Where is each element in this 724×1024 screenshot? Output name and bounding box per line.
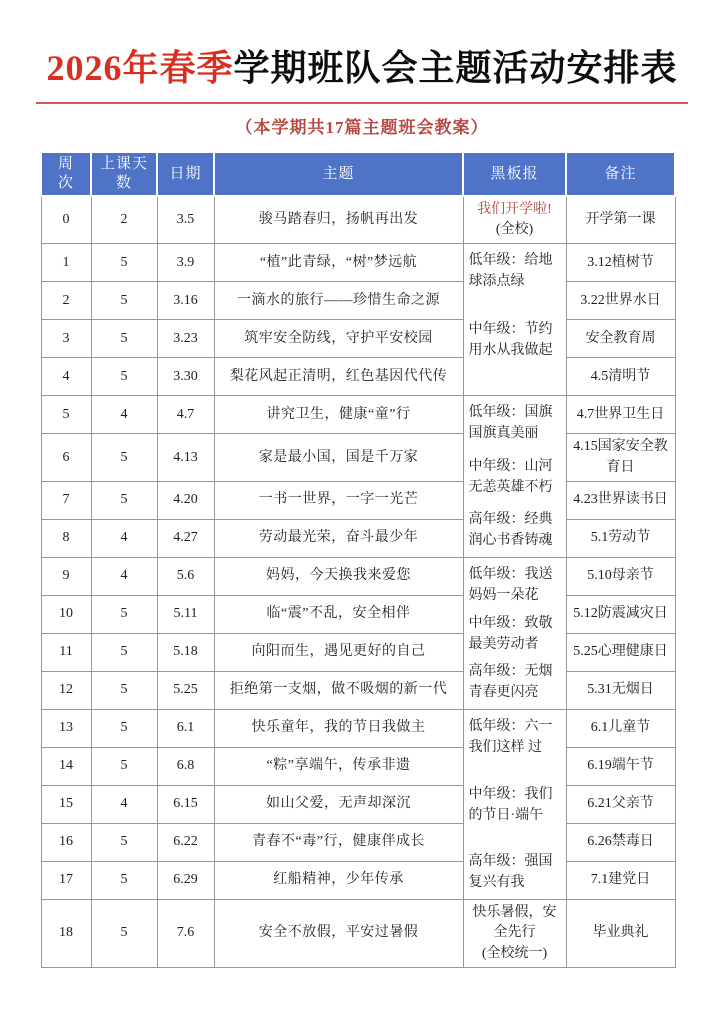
cell-date: 6.1 (157, 710, 214, 748)
cell-class-days: 5 (91, 434, 157, 482)
blackboard-item: 低年级：给地球添点绿 (468, 253, 553, 290)
cell-class-days: 5 (91, 358, 157, 396)
table-row (41, 596, 675, 634)
cell-date: 3.9 (157, 244, 214, 282)
cell-date: 5.18 (157, 634, 214, 672)
cell-theme: 讲究卫生，健康“童”行 (214, 396, 463, 434)
cell-date: 3.16 (157, 282, 214, 320)
cell-note: 6.19端午节 (566, 748, 675, 786)
table-row (41, 358, 675, 396)
cell-theme: “粽”享端午，传承非遗 (214, 748, 463, 786)
cell-blackboard-block (463, 244, 566, 396)
cell-class-days: 5 (91, 672, 157, 710)
cell-blackboard-block (463, 558, 566, 710)
cell-class-days: 5 (91, 824, 157, 862)
cell-week-number: 6 (41, 434, 91, 482)
cell-note: 5.25心理健康日 (566, 634, 675, 672)
cell-week-number: 7 (41, 482, 91, 520)
cell-note: 6.26禁毒日 (566, 824, 675, 862)
cell-blackboard-block (463, 710, 566, 900)
cell-note: 4.5清明节 (566, 358, 675, 396)
col-header-theme: 主题 (214, 152, 463, 196)
blackboard-item: 中年级：节约用水从我做起 (468, 321, 553, 358)
cell-date: 7.6 (157, 900, 214, 968)
blackboard-item: 高年级：强国复兴有我 (468, 854, 553, 891)
cell-note: 5.12防震减灾日 (566, 596, 675, 634)
cell-date: 3.30 (157, 358, 214, 396)
cell-class-days: 5 (91, 900, 157, 968)
table-row (41, 862, 675, 900)
blackboard-item: 高年级：经典润心书香铸魂 (468, 512, 553, 549)
cell-class-days: 4 (91, 396, 157, 434)
table-row (41, 482, 675, 520)
cell-note: 5.31无烟日 (566, 672, 675, 710)
blackboard-item: (全校统一) (481, 945, 548, 961)
cell-class-days: 5 (91, 282, 157, 320)
table-row (41, 748, 675, 786)
cell-class-days: 4 (91, 558, 157, 596)
cell-week-number: 9 (41, 558, 91, 596)
cell-class-days: 5 (91, 710, 157, 748)
cell-note: 安全教育周 (566, 320, 675, 358)
cell-date: 5.11 (157, 596, 214, 634)
blackboard-item: 低年级：我送妈妈一朵花 (468, 567, 553, 604)
cell-class-days: 2 (91, 196, 157, 244)
cell-class-days: 5 (91, 748, 157, 786)
blackboard-item: 低年级：国旗国旗真美丽 (468, 405, 553, 442)
table-row (41, 710, 675, 748)
cell-note: 7.1建党日 (566, 862, 675, 900)
cell-week-number: 0 (41, 196, 91, 244)
cell-week-number: 10 (41, 596, 91, 634)
table-row (41, 634, 675, 672)
cell-theme: 快乐童年，我的节日我做主 (214, 710, 463, 748)
cell-week-number: 1 (41, 244, 91, 282)
cell-week-number: 3 (41, 320, 91, 358)
table-row (41, 558, 675, 596)
cell-theme: “植”此青绿，“树”梦远航 (214, 244, 463, 282)
blackboard-item: 我们开学啦! (477, 201, 552, 217)
cell-week-number: 15 (41, 786, 91, 824)
table-row (41, 900, 675, 968)
cell-week-number: 17 (41, 862, 91, 900)
cell-date: 3.23 (157, 320, 214, 358)
blackboard-item-list (464, 710, 566, 899)
blackboard-item: 中年级：致敬最美劳动者 (468, 615, 553, 652)
table-row (41, 396, 675, 434)
blackboard-item: 中年级：山河无恙英雄不朽 (468, 458, 553, 495)
blackboard-item: 高年级：无烟青春更闪亮 (468, 664, 553, 701)
cell-theme: 妈妈，今天换我来爱您 (214, 558, 463, 596)
cell-week-number: 8 (41, 520, 91, 558)
cell-date: 3.5 (157, 196, 214, 244)
cell-week-number: 5 (41, 396, 91, 434)
page-title-year-part: 2026年春季 (46, 48, 234, 88)
cell-week-number: 12 (41, 672, 91, 710)
col-header-note: 备注 (566, 152, 675, 196)
col-header-date: 日期 (157, 152, 214, 196)
cell-theme: 安全不放假，平安过暑假 (214, 900, 463, 968)
cell-class-days: 4 (91, 520, 157, 558)
cell-blackboard-block (463, 196, 566, 244)
cell-week-number: 2 (41, 282, 91, 320)
cell-date: 6.8 (157, 748, 214, 786)
col-header-week: 周次 (41, 152, 91, 196)
blackboard-item: 快乐暑假，安全先行 (472, 905, 557, 941)
page-title-main-part: 学期班队会主题活动安排表 (233, 48, 678, 88)
cell-theme: 劳动最光荣，奋斗最少年 (214, 520, 463, 558)
cell-class-days: 5 (91, 482, 157, 520)
cell-date: 6.22 (157, 824, 214, 862)
cell-note: 6.21父亲节 (566, 786, 675, 824)
cell-week-number: 16 (41, 824, 91, 862)
cell-class-days: 5 (91, 634, 157, 672)
cell-blackboard-block (463, 396, 566, 558)
cell-date: 6.15 (157, 786, 214, 824)
cell-week-number: 13 (41, 710, 91, 748)
cell-theme: 家是最小国，国是千万家 (214, 434, 463, 482)
title-divider-line (36, 102, 688, 104)
cell-note: 开学第一课 (566, 196, 675, 244)
cell-theme: 拒绝第一支烟，做不吸烟的新一代 (214, 672, 463, 710)
cell-date: 4.7 (157, 396, 214, 434)
cell-theme: 红船精神，少年传承 (214, 862, 463, 900)
cell-class-days: 5 (91, 862, 157, 900)
cell-note: 6.1儿童节 (566, 710, 675, 748)
cell-theme: 如山父爱，无声却深沉 (214, 786, 463, 824)
cell-theme: 梨花风起正清明，红色基因代代传 (214, 358, 463, 396)
table-row (41, 196, 675, 244)
cell-note: 3.22世界水日 (566, 282, 675, 320)
cell-note: 5.1劳动节 (566, 520, 675, 558)
cell-week-number: 18 (41, 900, 91, 968)
cell-theme: 骏马踏春归，扬帆再出发 (214, 196, 463, 244)
cell-date: 5.6 (157, 558, 214, 596)
cell-theme: 向阳而生，遇见更好的自己 (214, 634, 463, 672)
cell-date: 4.20 (157, 482, 214, 520)
cell-date: 5.25 (157, 672, 214, 710)
blackboard-item-list (464, 396, 566, 557)
cell-date: 4.27 (157, 520, 214, 558)
schedule-table (40, 151, 676, 968)
cell-blackboard-block (463, 900, 566, 968)
cell-date: 6.29 (157, 862, 214, 900)
cell-theme: 临“震”不乱，安全相伴 (214, 596, 463, 634)
blackboard-item: (全校) (495, 222, 534, 238)
table-row (41, 244, 675, 282)
table-row (41, 786, 675, 824)
cell-date: 4.13 (157, 434, 214, 482)
cell-theme: 一书一世界，一字一光芒 (214, 482, 463, 520)
col-header-board: 黑板报 (463, 152, 566, 196)
table-row (41, 434, 675, 482)
page-subtitle: （本学期共17篇主题班会教案） (235, 118, 489, 138)
cell-note: 3.12植树节 (566, 244, 675, 282)
blackboard-item: 低年级：六一我们这样 过 (468, 719, 553, 756)
table-row (41, 672, 675, 710)
table-row (41, 520, 675, 558)
cell-theme: 筑牢安全防线，守护平安校园 (214, 320, 463, 358)
cell-week-number: 11 (41, 634, 91, 672)
cell-week-number: 4 (41, 358, 91, 396)
cell-theme: 青春不“毒”行，健康伴成长 (214, 824, 463, 862)
col-header-days: 上课天数 (91, 152, 157, 196)
cell-theme: 一滴水的旅行——珍惜生命之源 (214, 282, 463, 320)
cell-class-days: 5 (91, 320, 157, 358)
blackboard-item: 中年级：我们的节日·端午 (468, 786, 553, 823)
cell-week-number: 14 (41, 748, 91, 786)
blackboard-item-list (464, 244, 566, 395)
table-row (41, 824, 675, 862)
cell-note: 4.23世界读书日 (566, 482, 675, 520)
table-row (41, 320, 675, 358)
page-title (0, 0, 724, 89)
table-header-row (41, 152, 675, 196)
cell-class-days: 5 (91, 244, 157, 282)
cell-class-days: 4 (91, 786, 157, 824)
cell-note: 5.10母亲节 (566, 558, 675, 596)
table-row (41, 282, 675, 320)
schedule-table-body (41, 196, 675, 968)
cell-note: 毕业典礼 (566, 900, 675, 968)
cell-note: 4.15国家安全教育日 (566, 434, 675, 482)
blackboard-item-list (464, 558, 566, 709)
cell-class-days: 5 (91, 596, 157, 634)
cell-note: 4.7世界卫生日 (566, 396, 675, 434)
